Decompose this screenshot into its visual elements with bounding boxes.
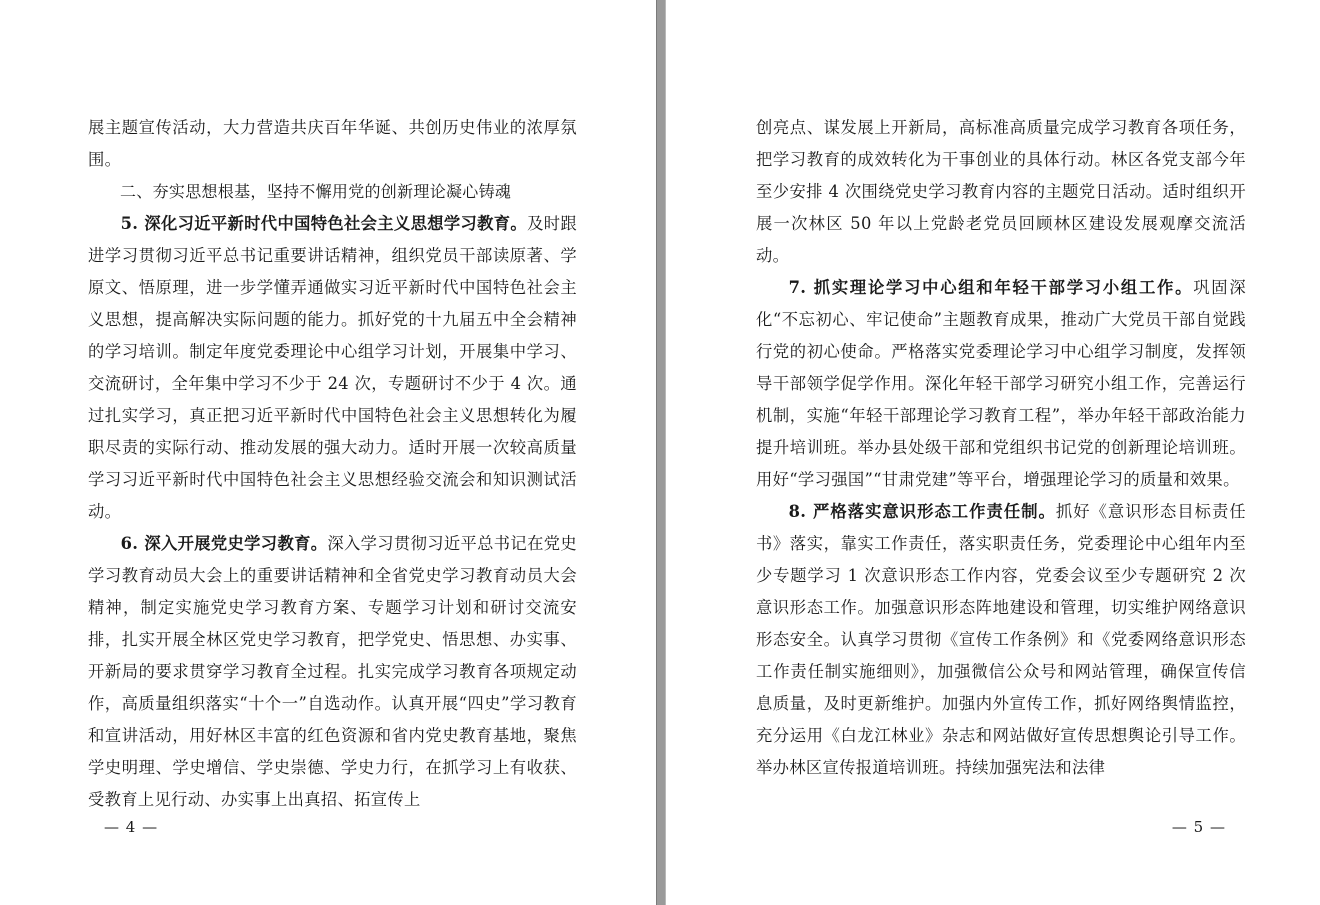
item-7-paragraph <box>756 272 1246 496</box>
page-gutter <box>656 0 666 905</box>
item-6-text: 深入学习贯彻习近平总书记在党史学习教育动员大会上的重要讲话精神和全省党史学习教育动员大会精神，制定实施党史学习教育方案、专题学习计划和研讨交流安排，扎实开展全林区党史学习教育，把学党史、悟思想、办实事、开新局的要求贯穿学习教育全过程。扎实完成学习教育各项规定动作，高质量组织落实“十个一”自选动作。认真开展“四史”学习教育和宣讲活动，用好林区丰富的红色资源和省内党史教育基地，聚焦学史明理、学史增信、学史崇德、学史力行，在抓学习上有收获、受教育上见行动、办实事上出真招、拓宣传上 <box>88 534 577 809</box>
item-8-text: 抓好《意识形态目标责任书》落实，靠实工作责任，落实职责任务，党委理论中心组年内至少专题学习 1 次意识形态工作内容，党委会议至少专题研究 2 次意识形态工作。加强意识形态阵地建设和管理，切实维护网络意识形态安全。认真学习贯彻《宣传工作条例》和《党委网络意识形态工作责任制实施细则》，加强微信公众号和网站管理，确保宣传信息质量，及时更新维护。加强内外宣传工作，抓好网络舆情监控，充分运用《白龙江林业》杂志和网站做好宣传思想舆论引导工作。举办林区宣传报道培训班。持续加强宪法和法律 <box>756 502 1246 777</box>
item-5-paragraph <box>88 208 577 528</box>
item-7-lead: 7. 抓实理论学习中心组和年轻干部学习小组工作。 <box>788 278 1194 297</box>
continuation-paragraph: 创亮点、谋发展上开新局，高标准高质量完成学习教育各项任务，把学习教育的成效转化为干事创业的具体行动。林区各党支部今年至少安排 4 次围绕党史学习教育内容的主题党日活动。适时组织开展一次林区 50 年以上党龄老党员回顾林区建设发展观摩交流活动。 <box>756 118 1246 265</box>
item-8-lead: 8. 严格落实意识形态工作责任制。 <box>788 502 1056 521</box>
opening-paragraph <box>88 112 577 176</box>
right-page <box>666 0 1320 905</box>
item-5-text: 及时跟进学习贯彻习近平总书记重要讲话精神，组织党员干部读原著、学原文、悟原理，进一步学懂弄通做实习近平新时代中国特色社会主义思想，提高解决实际问题的能力。抓好党的十九届五中全会精神的学习培训。制定年度党委理论中心组学习计划，开展集中学习、交流研讨，全年集中学习不少于 24 次，专题研讨不少于 4 次。通过扎实学习，真正把习近平新时代中国特色社会主义思想转化为履职尽责的实际行动、推动发展的强大动力。适时开展一次较高质量学习习近平新时代中国特色社会主义思想经验交流会和知识测试活动。 <box>88 214 577 521</box>
item-6-lead: 6. 深入开展党史学习教育。 <box>120 534 328 553</box>
item-8-paragraph <box>756 496 1246 784</box>
opening-paragraph-text: 展主题宣传活动，大力营造共庆百年华诞、共创历史伟业的浓厚氛围。 <box>88 118 577 169</box>
item-7-text: 巩固深化“不忘初心、牢记使命”主题教育成果，推动广大党员干部自觉践行党的初心使命。严格落实党委理论学习中心组学习制度，发挥领导干部领学促学作用。深化年轻干部学习研究小组工作，完善运行机制，实施“年轻干部理论学习教育工程”，举办年轻干部政治能力提升培训班。举办县处级干部和党组织书记党的创新理论培训班。用好“学习强国”“甘肃党建”等平台，增强理论学习的质量和效果。 <box>756 278 1246 489</box>
right-page-body <box>756 112 1246 784</box>
item-6-paragraph <box>88 528 577 816</box>
page-number-right: — 5 — <box>1171 818 1226 836</box>
left-page <box>0 0 656 905</box>
left-page-body <box>88 112 577 816</box>
section-heading: 二、夯实思想根基，坚持不懈用党的创新理论凝心铸魂 <box>120 182 512 201</box>
page-number-left: — 4 — <box>104 818 159 836</box>
item-5-lead: 5. 深化习近平新时代中国特色社会主义思想学习教育。 <box>120 214 528 233</box>
